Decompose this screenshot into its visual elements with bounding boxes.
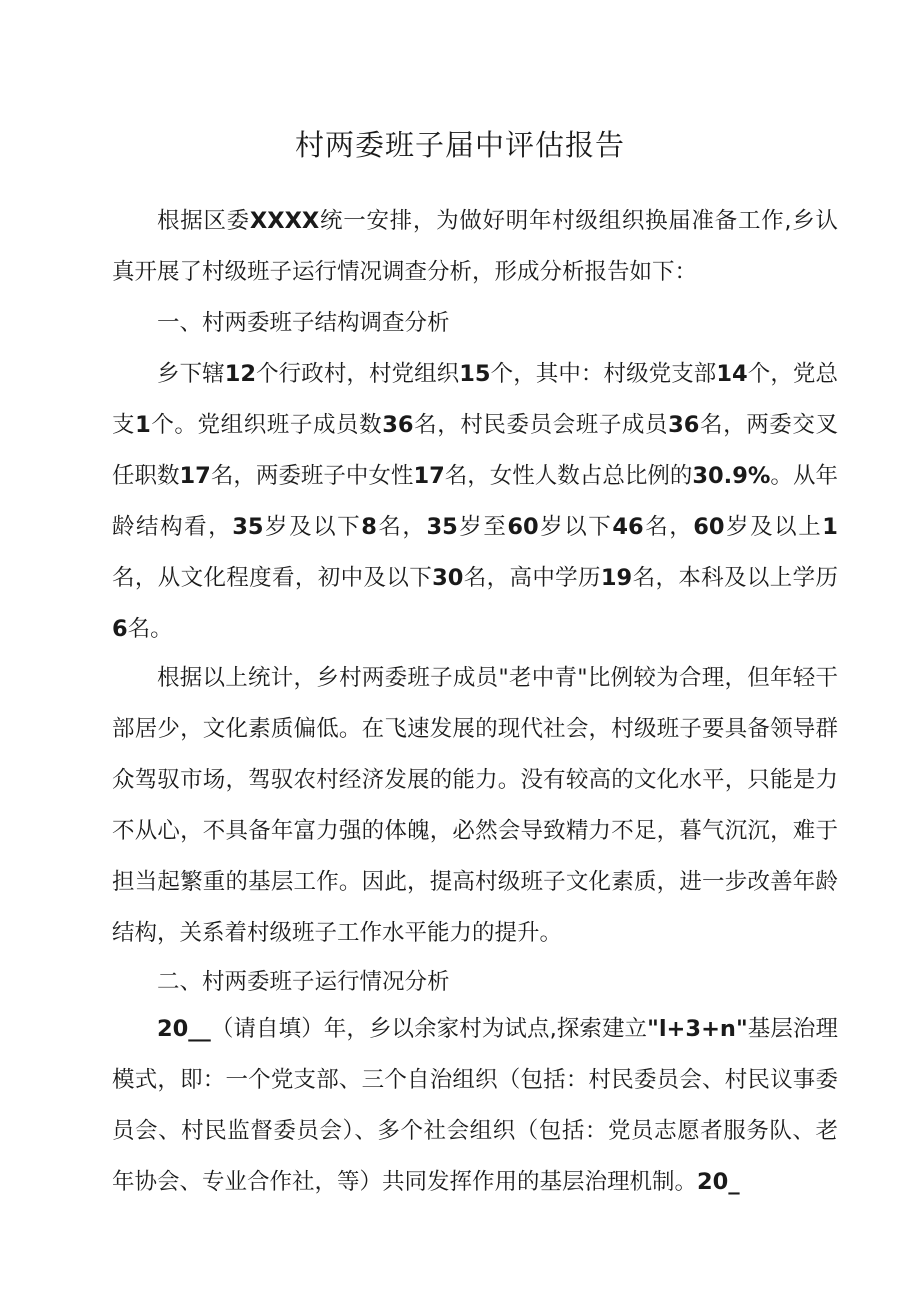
bold-run-structure-31: 1 <box>822 514 838 540</box>
bold-run-structure-33: 30 <box>432 565 464 591</box>
section-heading-1 <box>112 298 838 349</box>
bold-run-structure-17: 30.9% <box>692 463 771 489</box>
text-run-structure-38: 名。 <box>127 616 173 642</box>
bold-run-structure-35: 19 <box>600 565 633 591</box>
text-run-operation-1: （请自填）年，乡以余家村为试点,探索建立 <box>210 1016 648 1042</box>
text-run-structure-14: 名，两委班子中女性 <box>210 463 414 489</box>
text-run-structure-32: 名，从文化程度看，初中及以下 <box>112 565 433 591</box>
bold-run-structure-15: 17 <box>413 463 445 489</box>
section-heading-2 <box>112 957 838 1008</box>
text-run-intro-2: 统一安排，为做好明年村级组织换届准备工作,乡认真开展了村级班子运行情况调查分析，形成分析报告如下： <box>112 208 838 285</box>
text-run-structure-22: 名， <box>376 514 427 540</box>
text-run-structure-26: 岁以下 <box>538 514 613 540</box>
bold-run-structure-37: 6 <box>112 616 128 642</box>
text-run-structure-10: 名，村民委员会班子成员 <box>413 412 669 438</box>
text-run-heading-1-0: 一、村两委班子结构调查分析 <box>157 310 450 336</box>
text-run-heading-2-0: 二、村两委班子运行情况分析 <box>157 969 450 995</box>
bold-run-operation-4: 20_ <box>697 1169 740 1195</box>
bold-run-structure-9: 36 <box>382 412 414 438</box>
paragraph-structure <box>112 349 838 655</box>
bold-run-intro-1: XXXX <box>249 208 320 234</box>
text-run-structure-18: 。从年龄结构看， <box>112 463 838 540</box>
text-run-structure-20: 岁及以下 <box>263 514 362 540</box>
bold-run-structure-13: 17 <box>179 463 211 489</box>
bold-run-structure-1: 12 <box>224 361 257 387</box>
text-run-structure-6: 个，党总支 <box>112 361 838 438</box>
bold-run-structure-25: 60 <box>507 514 539 540</box>
paragraph-operation <box>112 1004 838 1208</box>
bold-run-operation-0: 20__ <box>157 1016 211 1042</box>
document-title: 村两委班子届中评估报告 <box>294 128 625 162</box>
text-run-structure-2: 个行政村，村党组织 <box>256 361 460 387</box>
paragraph-intro <box>112 196 838 298</box>
text-run-structure-34: 名，高中学历 <box>463 565 601 591</box>
text-run-structure-30: 岁及以上 <box>724 514 823 540</box>
text-run-intro-0: 根据区委 <box>157 208 250 234</box>
bold-run-structure-23: 35 <box>426 514 458 540</box>
text-run-operation-3: 基层治理模式，即：一个党支部、三个自治组织（包括：村民委员会、村民议事委员会、村民监督委员会）、多个社会组织（包括：党员志愿者服务队、老年协会、专业合作社，等）共同发挥作用的基层治理机制。 <box>112 1016 838 1195</box>
bold-run-structure-5: 14 <box>716 361 748 387</box>
bold-run-operation-2: "l+3+n" <box>647 1016 748 1042</box>
text-run-structure-8: 个。党组织班子成员数 <box>150 412 383 438</box>
text-run-structure-24: 岁至 <box>457 514 508 540</box>
text-run-structure-16: 名，女性人数占总比例的 <box>444 463 693 489</box>
text-run-structure-36: 名，本科及以上学历 <box>632 565 838 591</box>
text-run-structure-4: 个，其中：村级党支部 <box>490 361 717 387</box>
text-run-structure-28: 名， <box>643 514 694 540</box>
bold-run-structure-3: 15 <box>459 361 491 387</box>
text-run-analysis-0: 根据以上统计，乡村两委班子成员"老中青"比例较为合理，但年轻干部居少，文化素质偏低。在飞速发展的现代社会，村级班子要具备领导群众驾驭市场，驾驭农村经济发展的能力。没有较高的文化水平，只能是力不从心，不具备年富力强的体魄，必然会导致精力不足，暮气沉沉，难于担当起繁重的基层工作。因此，提高村级班子文化素质，进一步改善年龄结构，关系着村级班子工作水平能力的提升。 <box>112 665 838 946</box>
bold-run-structure-11: 36 <box>668 412 700 438</box>
text-run-structure-0: 乡下辖 <box>157 361 225 387</box>
bold-run-structure-7: 1 <box>135 412 151 438</box>
text-run-structure-12: 名，两委交叉任职数 <box>112 412 838 489</box>
paragraph-analysis <box>112 653 838 959</box>
bold-run-structure-19: 35 <box>232 514 264 540</box>
bold-run-structure-29: 60 <box>693 514 725 540</box>
bold-run-structure-21: 8 <box>361 514 377 540</box>
bold-run-structure-27: 46 <box>612 514 644 540</box>
